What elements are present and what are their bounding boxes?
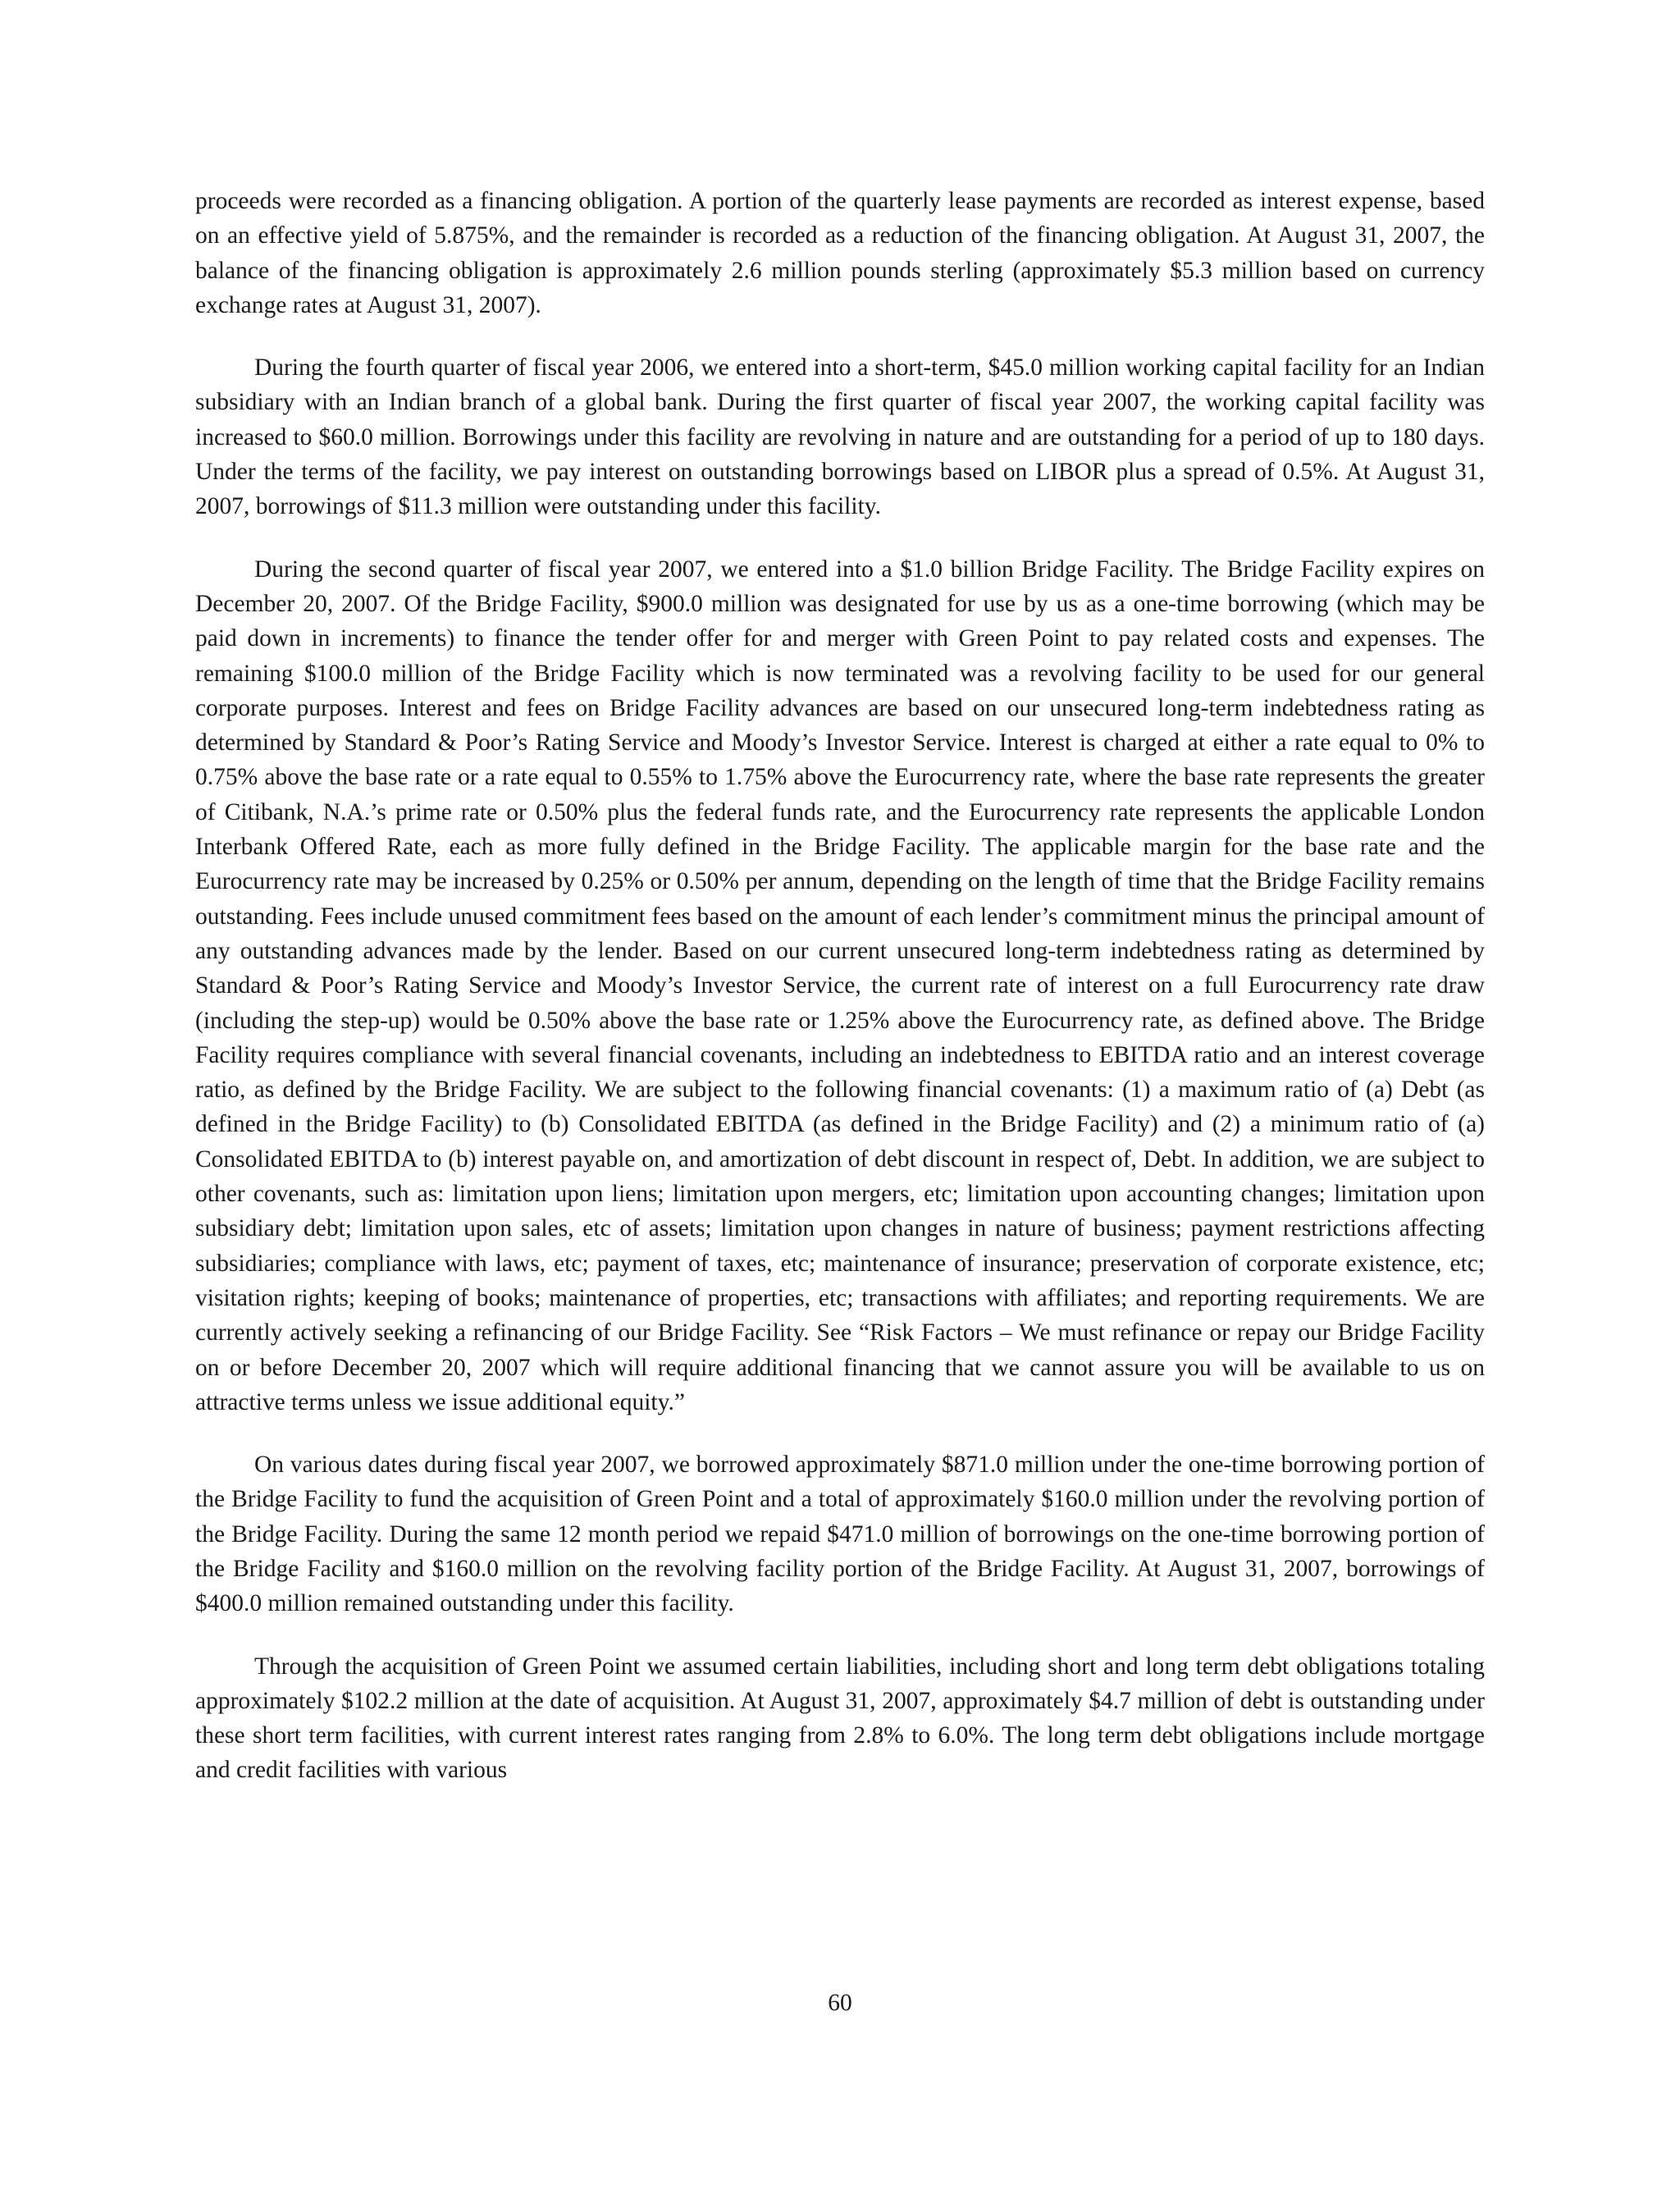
paragraph-financing-obligation: proceeds were recorded as a financing obligation. A portion of the quarterly lease payments are recorded as interest expense, based on an effective yield of 5.875%, and the remainder is recorded as a reduction of the financing obligation. At August 31, 2007, the balance of the financing obligation is approximately 2.6 million pounds sterling (approximately $5.3 million based on currency exchange rates at August 31, 2007). bbox=[195, 188, 1485, 318]
paragraph-green-point-liabilities: Through the acquisition of Green Point we assumed certain liabilities, including short and long term debt obligations totaling approximately $102.2 million at the date of acquisition. At August 31, 2007, approximately $4.7 million of debt is outstanding under these short term facilities, with current interest rates ranging from 2.8% to 6.0%. The long term debt obligations include mortgage and credit facilities with various bbox=[195, 1653, 1485, 1784]
paragraph-bridge-facility: During the second quarter of fiscal year 2007, we entered into a $1.0 billion Bridge Facility. The Bridge Facility expires on December 20, 2007. Of the Bridge Facility, $900.0 million was designated for use by us as a one-time borrowing (which may be paid down in increments) to finance the tender offer for and merger with Green Point to pay related costs and expenses. The remaining $100.0 million of the Bridge Facility which is now terminated was a revolving facility to be used for our general corporate purposes. Interest and fees on Bridge Facility advances are based on our unsecured long-term indebtedness rating as determined by Standard & Poor’s Rating Service and Moody’s Investor Service. Interest is charged at either a rate equal to 0% to 0.75% above the base rate or a rate equal to 0.55% to 1.75% above the Eurocurrency rate, where the base rate represents the greater of Citibank, N.A.’s prime rate or 0.50% plus the federal funds rate, and the Eurocurrency rate represents the applicable London Interbank Offered Rate, each as more fully defined in the Bridge Facility. The applicable margin for the base rate and the Eurocurrency rate may be increased by 0.25% or 0.50% per annum, depending on the length of time that the Bridge Facility remains outstanding. Fees include unused commitment fees based on the amount of each lender’s commitment minus the principal amount of any outstanding advances made by the lender. Based on our current unsecured long-term indebtedness rating as determined by Standard & Poor’s Rating Service and Moody’s Investor Service, the current rate of interest on a full Eurocurrency rate draw (including the step-up) would be 0.50% above the base rate or 1.25% above the Eurocurrency rate, as defined above. The Bridge Facility requires compliance with several financial covenants, including an indebtedness to EBITDA ratio and an interest coverage ratio, as defined by the Bridge Facility. We are subject to the following financial covenants: (1) a maximum ratio of (a) Debt (as defined in the Bridge Facility) to (b) Consolidated EBITDA (as defined in the Bridge Facility) and (2) a minimum ratio of (a) Consolidated EBITDA to (b) interest payable on, and amortization of debt discount in respect of, Debt. In addition, we are subject to other covenants, such as: limitation upon liens; limitation upon mergers, etc; limitation upon accounting changes; limitation upon subsidiary debt; limitation upon sales, etc of assets; limitation upon changes in nature of business; payment restrictions affecting subsidiaries; compliance with laws, etc; payment of taxes, etc; maintenance of insurance; preservation of corporate existence, etc; visitation rights; keeping of books; maintenance of properties, etc; transactions with affiliates; and reporting requirements. We are currently actively seeking a refinancing of our Bridge Facility. See “Risk Factors – We must refinance or repay our Bridge Facility on or before December 20, 2007 which will require additional financing that we cannot assure you will be available to us on attractive terms unless we issue additional equity.” bbox=[195, 556, 1485, 1415]
page-number: 60 bbox=[828, 1990, 852, 2016]
page-body bbox=[195, 184, 1485, 1816]
paragraph-working-capital-facility: During the fourth quarter of fiscal year 2006, we entered into a short-term, $45.0 million working capital facility for an Indian subsidiary with an Indian branch of a global bank. During the first quarter of fiscal year 2007, the working capital facility was increased to $60.0 million. Borrowings under this facility are revolving in nature and are outstanding for a period of up to 180 days. Under the terms of the facility, we pay interest on outstanding borrowings based on LIBOR plus a spread of 0.5%. At August 31, 2007, borrowings of $11.3 million were outstanding under this facility. bbox=[195, 354, 1485, 520]
paragraph-bridge-borrowings: On various dates during fiscal year 2007, we borrowed approximately $871.0 million under the one-time borrowing portion of the Bridge Facility to fund the acquisition of Green Point and a total of approximately $160.0 million under the revolving portion of the Bridge Facility. During the same 12 month period we repaid $471.0 million of borrowings on the one-time borrowing portion of the Bridge Facility and $160.0 million on the revolving facility portion of the Bridge Facility. At August 31, 2007, borrowings of $400.0 million remained outstanding under this facility. bbox=[195, 1452, 1485, 1617]
